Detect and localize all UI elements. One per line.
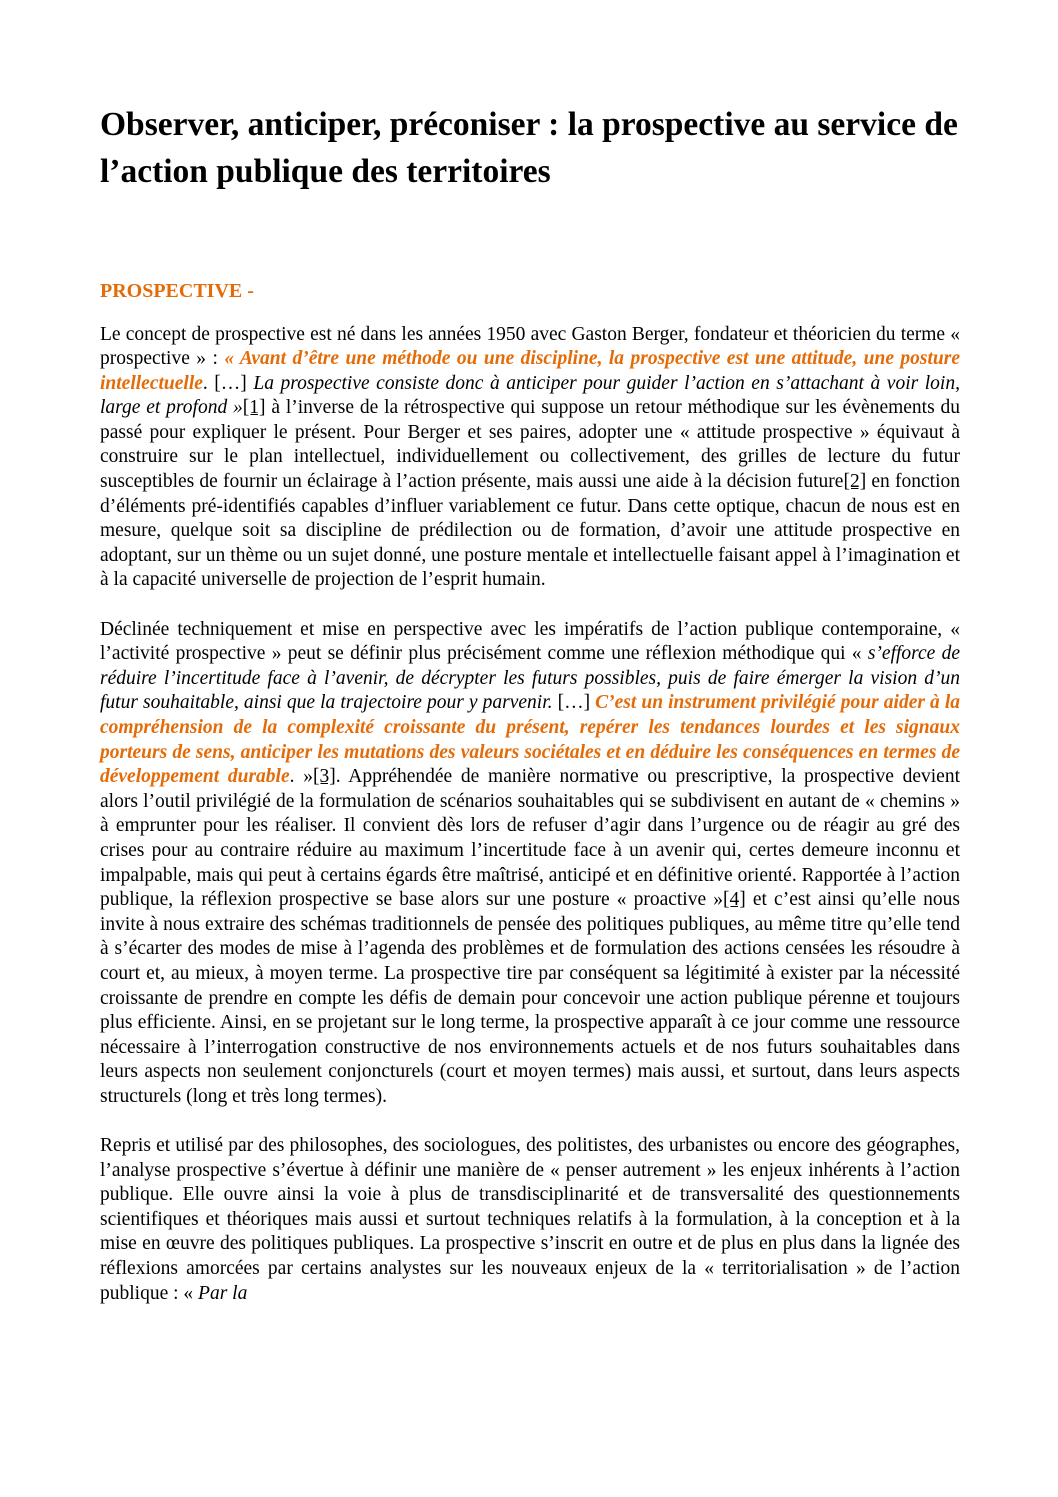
footnote-link-4[interactable]: [4]	[723, 889, 746, 911]
paragraph-3	[100, 1134, 960, 1306]
text-segment: en fonction d’éléments pré-identifiés capables d’influer variablement ce futur. Dans cette optique, chacun de nous est en mesure, quelque soit sa discipline de prédilection ou de formation, d’avoir une attitude prospective en adoptant, sur un thème ou un sujet donné, une posture mentale et intellectuelle faisant appel à l’imagination et à la capacité universelle de projection de l’esprit humain.	[100, 471, 960, 591]
text-segment: Par la	[198, 1282, 248, 1304]
paragraph-2	[100, 618, 960, 1110]
document-title: Observer, anticiper, préconiser : la prospective au service de l’action publique des territoires	[100, 106, 958, 190]
text-segment: et c’est ainsi qu’elle nous invite à nous extraire des schémas traditionnels de pensée des politiques publiques, au même titre qu’elle tend à s’écarter des modes de mise à l’agenda des problèmes et de formulation des actions censées les résoudre à court et, au mieux, à moyen terme. La prospective tire par conséquent sa légitimité à exister par la nécessité croissante de prendre en compte les défis de demain pour concevoir une action publique pérenne et toujours plus efficiente. Ainsi, en se projetant sur le long terme, la prospective apparaît à ce jour comme une ressource nécessaire à l’interrogation constructive de nos environnements actuels et de nos futurs souhaitables dans leurs aspects non seulement conjoncturels (court et moyen termes) mais aussi, et surtout, dans leurs aspects structurels (long et très long termes).	[100, 889, 960, 1107]
section-label: PROSPECTIVE -	[100, 280, 254, 302]
text-segment: . […]	[202, 372, 254, 394]
text-segment: . »	[289, 766, 313, 788]
footnote-link-3[interactable]: [3]	[312, 766, 336, 788]
text-segment: s’efforce de réduire l’incertitude face à l’avenir, de décrypter les futurs possibles, puis de faire émerger la vision d’un futur souhaitable, ainsi que la trajectoire pour y parvenir.	[100, 643, 960, 714]
text-segment: C’est un instrument privilégié pour aider à la compréhension de la complexité croissante du présent, repérer les tendances lourdes et les signaux porteurs de sens, anticiper les mutations des valeurs sociétales et en déduire les conséquences en termes de développement durable	[100, 692, 960, 788]
footnote-link-2[interactable]: [2]	[843, 471, 867, 493]
paragraph-1	[100, 323, 960, 594]
text-segment: à l’inverse de la rétrospective qui suppose un retour méthodique sur les évènements du passé pour expliquer le présent. Pour Berger et ses paires, adopter une « attitude prospective » équivaut à construire sur le plan intellectuel, individuellement ou collectivement, des grilles de lecture du futur susceptibles de fournir un éclairage à l’action présente, mais aussi une aide à la décision future	[100, 397, 960, 493]
footnote-link-1[interactable]: [1]	[242, 397, 266, 419]
document-body	[100, 323, 960, 1307]
text-segment: Repris et utilisé par des philosophes, des sociologues, des politistes, des urbanistes ou encore des géographes, l’analyse prospective s’évertue à définir une manière de « penser autrement » les enjeux inhérents à l’action publique. Elle ouvre ainsi la voie à plus de transdisciplinarité et de transversalité des questionnements scientifiques et théoriques mais aussi et surtout techniques relatifs à la formulation, à la conception et à la mise en œuvre des politiques publiques. La prospective s’inscrit en outre et de plus en plus dans la lignée des réflexions amorcées par certains analystes sur les nouveaux enjeux de la « territorialisation » de l’action publique : «	[100, 1135, 960, 1304]
text-segment: Le concept de prospective est né dans les années 1950 avec Gaston Berger, fondateur et théoricien du terme « prospective » :	[100, 323, 960, 370]
text-segment: La prospective consiste donc à anticiper pour guider l’action en s’attachant à voir loin, large et profond »	[100, 372, 960, 419]
text-segment: Déclinée techniquement et mise en perspective avec les impératifs de l’action publique contemporaine, « l’activité prospective » peut se définir plus précisément comme une réflexion méthodique qui «	[100, 618, 960, 665]
text-segment: « Avant d’être une méthode ou une discipline, la prospective est une attitude, une posture intellectuelle	[100, 348, 960, 394]
text-segment: . Appréhendée de manière normative ou prescriptive, la prospective devient alors l’outil privilégié de la formulation de scénarios souhaitables qui se subdivisent en autant de « chemins » à emprunter pour les réaliser. Il convient dès lors de refuser d’agir dans l’urgence ou de réagir au gré des crises pour au contraire réduire au maximum l’incertitude face à un avenir qui, certes demeure inconnu et impalpable, mais qui peut à certains égards être maîtrisé, anticipé et en définitive orienté. Rapportée à l’action publique, la réflexion prospective se base alors sur une posture « proactive »	[100, 766, 960, 911]
text-segment: […]	[552, 692, 596, 714]
